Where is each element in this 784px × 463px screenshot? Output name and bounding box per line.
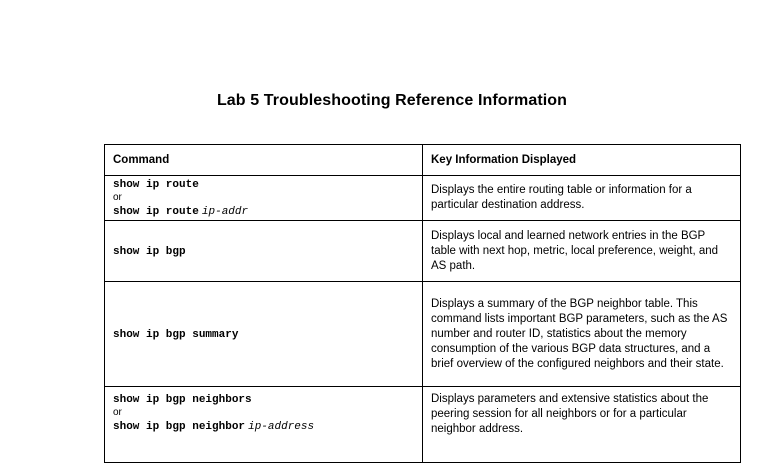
table-row — [105, 282, 741, 387]
header-command: Command — [105, 145, 423, 176]
description-cell: Displays a summary of the BGP neighbor table. This command lists important BGP parameters, such as the AS number and router ID, statistics about the memory consumption of the various BGP data structures, and a brief overview of the configured neighbors and their state. — [423, 282, 741, 387]
description-cell: Displays the entire routing table or information for a particular destination address. — [423, 176, 741, 221]
reference-table — [104, 144, 741, 463]
command-argument: ip-address — [248, 421, 315, 433]
table-row — [105, 176, 741, 221]
command-cell — [105, 176, 423, 221]
command-cell — [105, 221, 423, 282]
table-header-row — [105, 145, 741, 176]
command-text: show ip bgp neighbor — [113, 421, 246, 433]
command-text: show ip bgp neighbors — [113, 394, 252, 406]
table-row — [105, 387, 741, 463]
command-text: show ip route — [113, 206, 199, 218]
or-text: or — [113, 407, 122, 418]
command-text: show ip bgp — [113, 245, 186, 258]
or-text: or — [113, 192, 122, 203]
command-argument: ip-addr — [201, 206, 249, 218]
command-text: show ip route — [113, 179, 199, 191]
description-cell: Displays parameters and extensive statistics about the peering session for all neighbors or for a particular neighbor address. — [423, 387, 741, 463]
page-title: Lab 5 Troubleshooting Reference Information — [216, 92, 568, 109]
table-row — [105, 221, 741, 282]
header-key-info: Key Information Displayed — [423, 145, 741, 176]
description-cell: Displays local and learned network entries in the BGP table with next hop, metric, local preference, weight, and AS path. — [423, 221, 741, 282]
command-cell — [105, 282, 423, 387]
command-text: show ip bgp summary — [113, 328, 239, 341]
command-cell — [105, 387, 423, 463]
